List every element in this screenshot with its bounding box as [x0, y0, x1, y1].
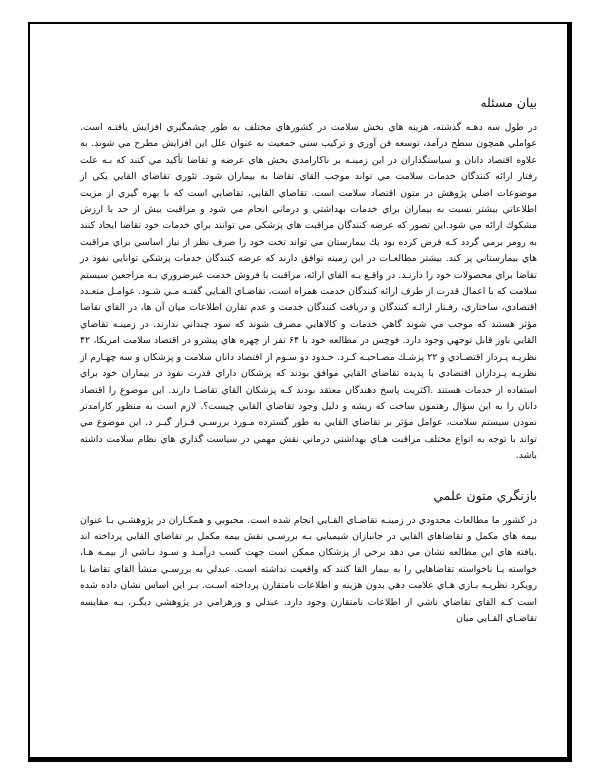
section-paragraph-problem-statement: در طول سه دهـه گذشته، هزينه هاي بخش سلامت در كشورهاي مختلف به طور چشمگيري افزايش يافتـه است. عواملي همچون سطح درآمد، توسعه فن آوري و تركيب سني جمعيت به عنوان علل اين افزايش مطرح مي شوند. به علاوه اقتصاد دانان و سياستگذاران در اين زمينـه بر ناكارامدي بخش هاي عرضه و تقاضا تأكيد مي كنند كه بـه علت رفتار ارائه كنندگان خدمات سلامت مي تواند موجب القاي تقاضا به بيماران شود. تئوري تقاضاي القايي يكي از موضوعات اصلي پژوهش در متون اقتصاد سلامت است. تقاضاي القايي، تقاضايي است كه با بهره گيري از مزيت اطلاعاتي بيشتر نسبت به بيماران براي خدمات بهداشتي و درماني انجام مي شود و مراقبت بيش از حد با ارزش مشكوك ارائه مي شود.اين تصور كه عرضه كنندگان مراقبت هاي پزشكي مي توانند براي خدمات خود تقاضا ايجاد كنند به رومر برمي گردد كـه فرض كرده بود يك بيمارستان مي تواند تخت خود را صرف نظر از نياز اساسي براي مراقبت هاي بيمارستاني پر كند. بيشتر مطالعـات در اين زمينه توافق دارند كه عرضه كنندگان خدمات پزشكي توانايي نفوذ در تقاضا براي محصولات خود را دارنـد. در واقـع بـه القاي ارائه، مراقبت يا فروش خدمت غيرضروري بـه مراجعين سيستم سلامت كه با اعمال قدرت از طرف ارائه كنندگان خدمت همراه است، تقاضـاي القـايي گفتـه مـي شـود. عوامـل متعـدد اقتصادي، ساختاري، رفـتار ارائـه كنندگان و دريافت كنندگان خدمت و عدم تقارن اطلاعات ميان آن ها، در القاي تقاضا مؤثر هستند كه موجب مي شوند گاهي خدمات و كالاهايي مصرف شوند كه سود چنداني ندارند. در زمينـه تقاضاي القايي باور قابل توجهي وجود دارد. فوچس در مطالعه خود با ۶۴ نفر از چهره هاي پيشرو در اقتصاد سلامت امريكا، ۴۲ نظريـه پـرداز اقتصـادي و ۲۲ پزشـك مصـاحبـه كـرد. حـدود دو سـوم از اقتصاد دانان سلامت و پزشكان و سه چهـارم از نظريـه پـردازان اقتصادي با پديده تقاضاي القايي موافق بودند كه پزشكان داراي قدرت نفوذ در بيماران خود براي استفاده از خدمات هستند .اكثريت پاسخ دهندگان معتقد بودند كـه پزشكان القاي تقاضـا دارند. اين موضوع را اقتصاد دانان را به اين سؤال رهنمون ساخت كه ريشه و دليل وجود تقاضاي القايي چيست؟. لازم است به منظور كارامدتر نمودن سيستم سلامت، عوامل مؤثر بر تقاضاي القايي به طور گسترده مـورد بررسـي قـرار گيـر د. اين موضوع مي تواند با توجه به انواع مختلف مراقبت هـاي بهداشتي درماني نقش مهمي در سياست گذاري هاي نظام سلامت داشته باشد. — [80, 122, 537, 462]
document-page — [28, 22, 572, 762]
section-heading-problem-statement: بيان مسئله — [480, 95, 537, 110]
section-heading-literature-review: بازنگري متون علمي — [433, 487, 537, 503]
document-body — [80, 94, 537, 627]
section-paragraph-literature-review: در كشور ما مطالعات محدودي در زمينـه تقاضـاي القـايي انجام شده است. محبوبي و همكـاران در پژوهشـي بـا عنوان بيمه هاي مكمل و تقاضاهاي القايي در جانبازان شيميايي بـه بررسـي نقش بيمه مكمل بر تقاضاي القايي پرداخته اند .يافته هاي اين مطالعه نشان مي دهد برخي از پزشكان ممكن است جهت كسب درآمـد و سـود نـاشي از بيمـه هـا، خواسته يـا ناخواسته تقاضاهايي را به بيمار القا كنند كه واقعيت نداشته است. عبدلي به بررسـي منشأ القاي تقاضا با رويكرد نظريـه بـازي هـاي علامت دهي بدون هزينه و اطلاعات نامتقارن پرداخته اسـت. بـر اين اساس نشان داده شده است كـه القاي تقاضاي ناشي از اطلاعات نامتقارن وجود دارد. عبدلي و ورهرامي در پژوهشي ديگـر، بـه مقايسه تقاضـاي القـايي ميان — [80, 514, 537, 624]
